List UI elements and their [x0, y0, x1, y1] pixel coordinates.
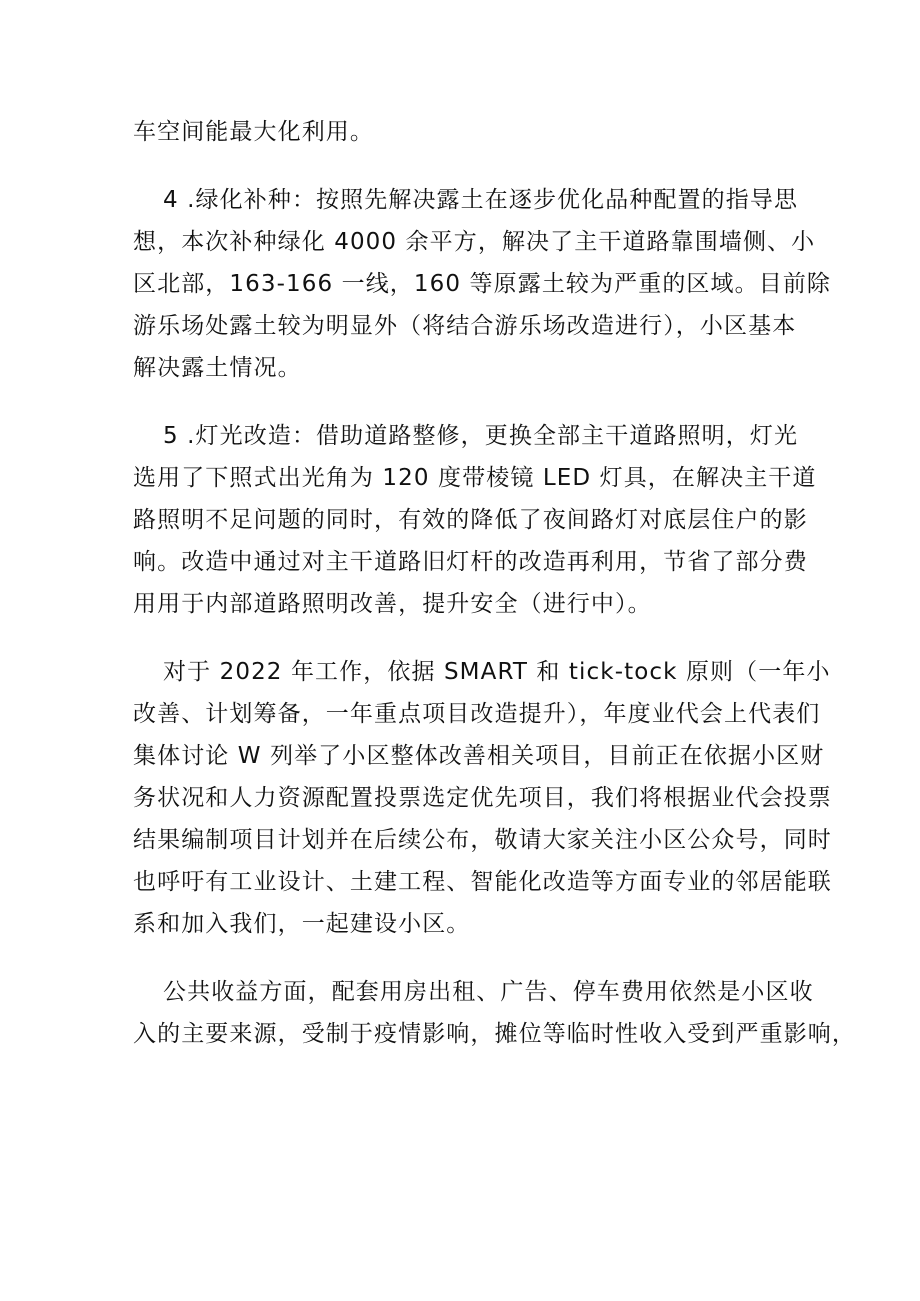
text-line: 用用于内部道路照明改善，提升安全（进行中）。: [133, 591, 652, 617]
paragraph-public-revenue: [133, 971, 856, 1055]
paragraph-greening: [133, 179, 832, 389]
text-line: 结果编制项目计划并在后续公布，敬请大家关注小区公众号，同时: [133, 827, 832, 853]
text-line: 路照明不足问题的同时，有效的降低了夜间路灯对底层住户的影: [133, 507, 808, 533]
text-line: 想，本次补种绿化 4000 余平方，解决了主干道路靠围墙侧、小: [133, 229, 816, 255]
text-line: 改善、计划筹备，一年重点项目改造提升），年度业代会上代表们: [133, 701, 821, 727]
text-line: 也呼吁有工业设计、土建工程、智能化改造等方面专业的邻居能联: [133, 869, 832, 895]
text-line: 对于 2022 年工作，依据 SMART 和 tick-tock 原则（一年小: [163, 659, 831, 685]
text-line: 区北部，163-166 一线，160 等原露土较为严重的区域。目前除: [133, 271, 832, 297]
text-line: 游乐场处露土较为明显外（将结合游乐场改造进行），小区基本: [133, 313, 797, 339]
text-line: 解决露土情况。: [133, 355, 302, 381]
text-line: 响。改造中通过对主干道路旧灯杆的改造再利用，节省了部分费: [133, 549, 808, 575]
text-line: 5 .灯光改造：借助道路整修，更换全部主干道路照明，灯光: [163, 423, 799, 449]
text-line: 4 .绿化补种：按照先解决露土在逐步优化品种配置的指导思: [163, 187, 799, 213]
paragraph-lighting: [133, 415, 817, 625]
paragraph-2022-plan: [133, 651, 832, 945]
text-line: 入的主要来源，受制于疫情影响，摊位等临时性收入受到严重影响，: [133, 1021, 856, 1047]
text-line: 务状况和人力资源配置投票选定优先项目，我们将根据业代会投票: [133, 785, 832, 811]
document-body: [133, 111, 856, 1081]
text-line: 公共收益方面，配套用房出租、广告、停车费用依然是小区收: [163, 979, 814, 1005]
text-line: 集体讨论 W 列举了小区整体改善相关项目，目前正在依据小区财: [133, 743, 825, 769]
text-line: 车空间能最大化利用。: [133, 119, 374, 145]
paragraph-parking-continued: [133, 111, 803, 153]
text-line: 选用了下照式出光角为 120 度带棱镜 LED 灯具，在解决主干道: [133, 465, 817, 491]
text-line: 系和加入我们，一起建设小区。: [133, 911, 471, 937]
